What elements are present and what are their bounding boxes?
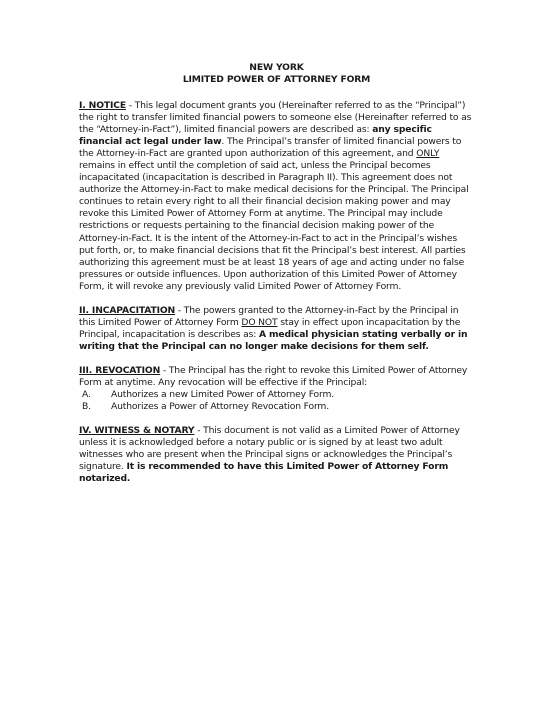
list-marker: B. — [82, 401, 91, 413]
section-witness-notary — [79, 425, 474, 485]
notice-heading: I. NOTICE — [79, 100, 126, 111]
title-block — [79, 62, 474, 86]
section-notice — [79, 100, 474, 293]
revocation-text-1: - The Principal has the right to revoke this Limited Power of Attorney Form at anytime. Any revocation will be effective if the Principal: — [79, 364, 468, 388]
witness-heading: IV. WITNESS & NOTARY — [79, 425, 195, 437]
notice-text-3: remains in effect until the completion of said act, unless the Principal becomes incapacitated (incapacitation is described in Paragraph II). This agreement does not authorize the Attorney-in-Fact to make medical decisions for the Principal. The Principal continues to retain every right to all their financial decision making power and may revoke this Limited Power of Attorney Form at anytime. The Principal may include restrictions or requests pertaining to the financial decision making power of the Attorney-in-Fact. It is the intent of the Attorney-in-Fact to act in the Principal’s wishes put forth, or, to make financial decisions that fit the Principal’s best interest. All parties authorizing this agreement must be at least 18 years of age and acting under no false pressures or outside influences. Upon authorization of this Limited Power of Attorney Form, it will revoke any previously valid Limited Power of Attorney Form. — [79, 160, 469, 292]
revocation-paragraph — [79, 365, 474, 389]
incapacitation-text-1: - The powers granted to the Attorney-in-Fact by the Principal in this Limited Power of Attorney Form — [79, 304, 459, 328]
title-form: LIMITED POWER OF ATTORNEY FORM — [182, 74, 371, 85]
notice-bold-1: any specific financial act legal under law — [79, 124, 432, 148]
revocation-heading: III. REVOCATION — [79, 364, 161, 376]
incapacitation-heading: II. INCAPACITATION — [79, 304, 176, 316]
notice-text-2: . The Principal’s transfer of limited financial powers to the Attorney-in-Fact are granted upon authorization of this agreement, and — [79, 136, 462, 160]
notice-text-1: - This legal document grants you (Hereinafter referred to as the “Principal”) the right to transfer limited financial powers to someone else (Hereinafter referred to as the “Attorney-in-Fact”), limited financial powers are described as: — [79, 100, 472, 136]
section-revocation — [79, 365, 474, 413]
list-item-text: Authorizes a Power of Attorney Revocation Form. — [111, 401, 329, 413]
incapacitation-bold-1: A medical physician stating verbally or in writing that the Principal can no longer make decisions for them self. — [79, 328, 468, 352]
notice-underline-1: ONLY — [416, 148, 440, 160]
list-item-text: Authorizes a new Limited Power of Attorney Form. — [111, 389, 335, 401]
section-incapacitation — [79, 305, 474, 353]
incapacitation-text-2: stay in effect upon incapacitation by the Principal, incapacitation is describes as: — [79, 316, 461, 340]
document-page — [79, 62, 474, 497]
title-state: NEW YORK — [249, 62, 304, 73]
revocation-list — [79, 389, 474, 413]
list-item — [79, 401, 474, 413]
list-item — [79, 389, 474, 401]
witness-bold-1: It is recommended to have this Limited Power of Attorney Form notarized. — [79, 461, 449, 485]
witness-text-1: - This document is not valid as a Limited Power of Attorney unless it is acknowledged before a notary public or is signed by at least two adult witnesses who are present when the Principal signs or acknowledges the Principal’s signature. — [79, 425, 460, 473]
incapacitation-underline-1: DO NOT — [241, 316, 278, 328]
list-marker: A. — [82, 389, 91, 401]
